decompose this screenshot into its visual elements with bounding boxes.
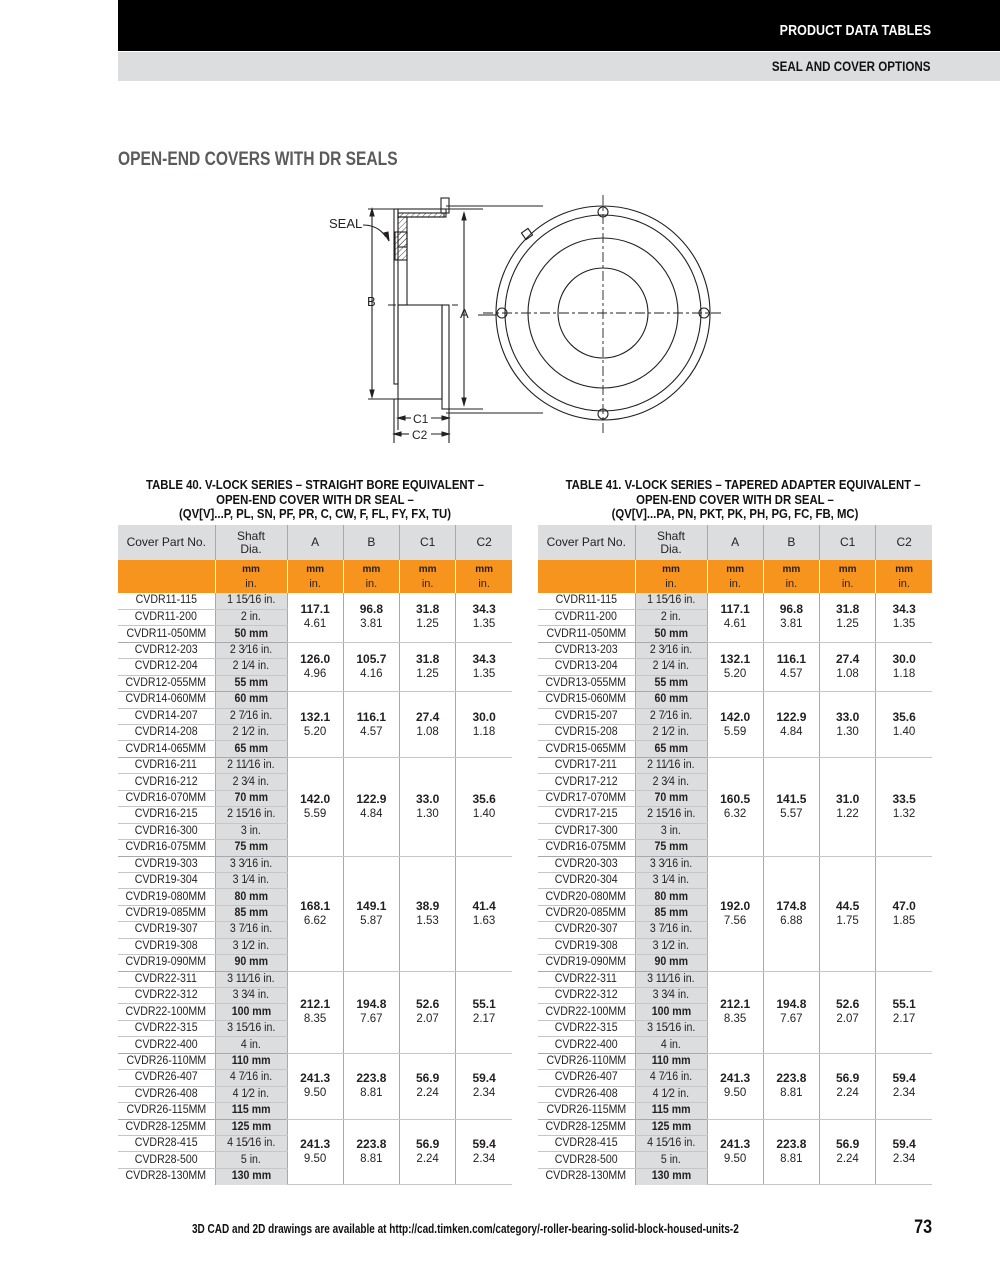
col-cover-part-no: Cover Part No. — [118, 525, 215, 560]
dim-c2: 35.6 1.40 — [456, 757, 512, 856]
shaft-dia: 65 mm — [635, 741, 707, 757]
dim-a: 241.3 9.50 — [287, 1119, 343, 1185]
cover-part-no: CVDR20-080MM — [538, 889, 635, 905]
dim-b: 96.8 3.81 — [763, 593, 819, 642]
shaft-dia: 4 in. — [635, 1037, 707, 1053]
shaft-dia: 3 7⁄16 in. — [215, 922, 287, 938]
cover-part-no: CVDR19-090MM — [118, 955, 215, 971]
label-c1: C1 — [413, 412, 429, 426]
shaft-dia: 125 mm — [635, 1119, 707, 1135]
shaft-dia: 3 15⁄16 in. — [635, 1020, 707, 1036]
cover-part-no: CVDR11-200 — [538, 609, 635, 625]
dim-c2: 59.4 2.34 — [876, 1119, 932, 1185]
table-40 — [118, 478, 512, 1185]
units-cell: mm in. — [400, 560, 456, 593]
shaft-dia: 2 3⁄16 in. — [215, 642, 287, 658]
dim-c1: 56.9 2.24 — [820, 1119, 876, 1185]
col-c2: C2 — [876, 525, 932, 560]
shaft-dia: 55 mm — [215, 675, 287, 691]
cover-part-no: CVDR14-060MM — [118, 692, 215, 708]
dim-c1: 56.9 2.24 — [400, 1119, 456, 1185]
shaft-dia: 70 mm — [635, 790, 707, 806]
dim-b: 141.5 5.57 — [763, 757, 819, 856]
dim-c1: 56.9 2.24 — [400, 1053, 456, 1119]
shaft-dia: 2 1⁄2 in. — [215, 725, 287, 741]
dim-c2: 59.4 2.34 — [456, 1119, 512, 1185]
table-row — [118, 692, 512, 708]
dim-b: 194.8 7.67 — [343, 971, 399, 1053]
shaft-dia: 2 in. — [215, 609, 287, 625]
shaft-dia: 60 mm — [215, 692, 287, 708]
dim-c1: 31.8 1.25 — [400, 593, 456, 642]
cover-part-no: CVDR26-408 — [538, 1086, 635, 1102]
cover-part-no: CVDR17-300 — [538, 823, 635, 839]
cover-diagram — [318, 185, 738, 445]
shaft-dia: 50 mm — [215, 626, 287, 642]
table-41-grid — [538, 525, 932, 1185]
shaft-dia: 4 7⁄16 in. — [635, 1070, 707, 1086]
shaft-dia: 4 15⁄16 in. — [215, 1135, 287, 1151]
cover-part-no: CVDR19-304 — [118, 872, 215, 888]
shaft-dia: 2 7⁄16 in. — [215, 708, 287, 724]
cover-part-no: CVDR26-407 — [118, 1070, 215, 1086]
label-seal: SEAL — [329, 216, 363, 231]
cover-part-no: CVDR28-500 — [538, 1152, 635, 1168]
shaft-dia: 2 1⁄4 in. — [215, 659, 287, 675]
shaft-dia: 50 mm — [635, 626, 707, 642]
table-row — [118, 971, 512, 987]
table-row — [538, 1053, 932, 1069]
cover-part-no: CVDR20-085MM — [538, 905, 635, 921]
shaft-dia: 5 in. — [635, 1152, 707, 1168]
cover-part-no: CVDR13-055MM — [538, 675, 635, 691]
table-row — [538, 1119, 932, 1135]
units-cell: mm in. — [820, 560, 876, 593]
shaft-dia: 85 mm — [215, 905, 287, 921]
dim-c1: 31.0 1.22 — [820, 757, 876, 856]
cover-part-no: CVDR13-203 — [538, 642, 635, 658]
table-row — [538, 692, 932, 708]
table-row — [118, 1053, 512, 1069]
units-cell: mm in. — [456, 560, 512, 593]
cover-part-no: CVDR16-070MM — [118, 790, 215, 806]
shaft-dia: 4 1⁄2 in. — [215, 1086, 287, 1102]
dim-b: 223.8 8.81 — [763, 1119, 819, 1185]
dim-b: 96.8 3.81 — [343, 593, 399, 642]
dim-c2: 30.0 1.18 — [456, 692, 512, 758]
units-cell: mm in. — [763, 560, 819, 593]
dim-a: 117.1 4.61 — [287, 593, 343, 642]
cover-part-no: CVDR17-211 — [538, 757, 635, 773]
table-41 — [538, 478, 932, 1185]
table-row — [118, 593, 512, 609]
cover-part-no: CVDR11-115 — [118, 593, 215, 609]
shaft-dia: 3 1⁄4 in. — [635, 872, 707, 888]
table-row — [538, 593, 932, 609]
cover-part-no: CVDR11-200 — [118, 609, 215, 625]
shaft-dia: 80 mm — [215, 889, 287, 905]
shaft-dia: 3 11⁄16 in. — [215, 971, 287, 987]
label-b: B — [367, 294, 376, 309]
shaft-dia: 115 mm — [215, 1103, 287, 1119]
shaft-dia: 3 15⁄16 in. — [215, 1020, 287, 1036]
dim-b: 174.8 6.88 — [763, 856, 819, 971]
cover-part-no: CVDR28-125MM — [118, 1119, 215, 1135]
table-row — [118, 757, 512, 773]
header-subtitle: SEAL AND COVER OPTIONS — [772, 59, 931, 74]
cover-part-no: CVDR20-303 — [538, 856, 635, 872]
cover-part-no: CVDR26-115MM — [538, 1103, 635, 1119]
cover-part-no: CVDR22-315 — [538, 1020, 635, 1036]
section-title: OPEN-END COVERS WITH DR SEALS — [118, 149, 398, 170]
col-c2: C2 — [456, 525, 512, 560]
cover-part-no: CVDR19-307 — [118, 922, 215, 938]
col-c1: C1 — [400, 525, 456, 560]
shaft-dia: 110 mm — [215, 1053, 287, 1069]
header-title: PRODUCT DATA TABLES — [779, 23, 931, 39]
cover-part-no: CVDR17-070MM — [538, 790, 635, 806]
dim-c2: 34.3 1.35 — [876, 593, 932, 642]
table-row — [538, 757, 932, 773]
shaft-dia: 2 7⁄16 in. — [635, 708, 707, 724]
col-b: B — [763, 525, 819, 560]
shaft-dia: 2 15⁄16 in. — [635, 807, 707, 823]
shaft-dia: 80 mm — [635, 889, 707, 905]
col-b: B — [343, 525, 399, 560]
dim-a: 142.0 5.59 — [287, 757, 343, 856]
shaft-dia: 130 mm — [215, 1168, 287, 1184]
dim-c1: 33.0 1.30 — [820, 692, 876, 758]
cover-part-no: CVDR12-204 — [118, 659, 215, 675]
dim-a: 241.3 9.50 — [287, 1053, 343, 1119]
column-headers — [118, 525, 512, 560]
dim-a: 212.1 8.35 — [287, 971, 343, 1053]
cover-part-no: CVDR20-307 — [538, 922, 635, 938]
dim-c1: 31.8 1.25 — [820, 593, 876, 642]
dim-c2: 55.1 2.17 — [876, 971, 932, 1053]
shaft-dia: 2 3⁄16 in. — [635, 642, 707, 658]
dim-b: 223.8 8.81 — [343, 1053, 399, 1119]
dim-c2: 34.3 1.35 — [456, 593, 512, 642]
units-cell: mm in. — [635, 560, 707, 593]
col-shaft-dia: Shaft Dia. — [635, 525, 707, 560]
column-headers — [538, 525, 932, 560]
table-row — [538, 856, 932, 872]
header-bar — [118, 0, 1000, 51]
cover-part-no: CVDR17-212 — [538, 774, 635, 790]
dim-a: 212.1 8.35 — [707, 971, 763, 1053]
dim-c2: 59.4 2.34 — [456, 1053, 512, 1119]
shaft-dia: 90 mm — [635, 955, 707, 971]
cover-part-no: CVDR16-075MM — [118, 840, 215, 856]
col-c1: C1 — [820, 525, 876, 560]
cover-part-no: CVDR19-080MM — [118, 889, 215, 905]
shaft-dia: 1 15⁄16 in. — [215, 593, 287, 609]
shaft-dia: 2 11⁄16 in. — [215, 757, 287, 773]
cover-part-no: CVDR19-085MM — [118, 905, 215, 921]
cover-part-no: CVDR22-312 — [538, 988, 635, 1004]
col-shaft-dia: Shaft Dia. — [215, 525, 287, 560]
cover-part-no: CVDR15-208 — [538, 725, 635, 741]
dim-a: 241.3 9.50 — [707, 1119, 763, 1185]
table-row — [118, 1119, 512, 1135]
cover-part-no: CVDR14-065MM — [118, 741, 215, 757]
cover-part-no: CVDR22-312 — [118, 988, 215, 1004]
cover-part-no: CVDR11-115 — [538, 593, 635, 609]
cover-part-no: CVDR15-060MM — [538, 692, 635, 708]
dim-c1: 27.4 1.08 — [400, 692, 456, 758]
cover-part-no: CVDR22-315 — [118, 1020, 215, 1036]
shaft-dia: 2 1⁄4 in. — [635, 659, 707, 675]
dim-c1: 38.9 1.53 — [400, 856, 456, 971]
cover-part-no: CVDR28-130MM — [125, 1170, 207, 1183]
dim-b: 116.1 4.57 — [343, 692, 399, 758]
cover-part-no: CVDR15-065MM — [538, 741, 635, 757]
shaft-dia: 55 mm — [635, 675, 707, 691]
dim-c2: 33.5 1.32 — [876, 757, 932, 856]
col-cover-part-no: Cover Part No. — [538, 525, 635, 560]
shaft-dia: 85 mm — [635, 905, 707, 921]
dim-a: 132.1 5.20 — [287, 692, 343, 758]
cover-part-no: CVDR16-075MM — [538, 840, 635, 856]
shaft-dia: 100 mm — [215, 1004, 287, 1020]
cover-part-no: CVDR22-311 — [538, 971, 635, 987]
page-number: 73 — [914, 1217, 932, 1238]
shaft-dia: 3 3⁄16 in. — [635, 856, 707, 872]
shaft-dia: 4 1⁄2 in. — [635, 1086, 707, 1102]
dim-a: 126.0 4.96 — [287, 642, 343, 691]
dim-a: 192.0 7.56 — [707, 856, 763, 971]
shaft-dia: 3 11⁄16 in. — [635, 971, 707, 987]
cover-part-no: CVDR26-407 — [538, 1070, 635, 1086]
shaft-dia: 115 mm — [635, 1103, 707, 1119]
shaft-dia: 90 mm — [215, 955, 287, 971]
shaft-dia: 3 in. — [635, 823, 707, 839]
dim-c2: 35.6 1.40 — [876, 692, 932, 758]
cover-part-no: CVDR22-100MM — [538, 1004, 635, 1020]
shaft-dia: 5 in. — [215, 1152, 287, 1168]
shaft-dia: 75 mm — [635, 840, 707, 856]
shaft-dia: 4 7⁄16 in. — [215, 1070, 287, 1086]
dim-c1: 44.5 1.75 — [820, 856, 876, 971]
cover-part-no: CVDR15-207 — [538, 708, 635, 724]
cover-part-no: CVDR12-203 — [118, 642, 215, 658]
dim-b: 149.1 5.87 — [343, 856, 399, 971]
cover-part-no: CVDR28-130MM — [545, 1170, 627, 1183]
label-a: A — [460, 306, 469, 321]
col-a: A — [707, 525, 763, 560]
units-row — [118, 560, 512, 593]
cover-part-no: CVDR16-300 — [118, 823, 215, 839]
shaft-dia: 100 mm — [635, 1004, 707, 1020]
dim-c2: 59.4 2.34 — [876, 1053, 932, 1119]
units-cell: mm in. — [876, 560, 932, 593]
dim-a: 160.5 6.32 — [707, 757, 763, 856]
dim-c2: 47.0 1.85 — [876, 856, 932, 971]
dim-b: 223.8 8.81 — [763, 1053, 819, 1119]
dim-a: 132.1 5.20 — [707, 642, 763, 691]
dim-a: 142.0 5.59 — [707, 692, 763, 758]
dim-c1: 56.9 2.24 — [820, 1053, 876, 1119]
shaft-dia: 2 in. — [635, 609, 707, 625]
cover-part-no: CVDR19-308 — [118, 938, 215, 954]
cover-part-no: CVDR26-408 — [118, 1086, 215, 1102]
shaft-dia: 4 in. — [215, 1037, 287, 1053]
cover-part-no: CVDR19-303 — [118, 856, 215, 872]
shaft-dia: 3 1⁄2 in. — [635, 938, 707, 954]
shaft-dia: 70 mm — [215, 790, 287, 806]
shaft-dia: 60 mm — [635, 692, 707, 708]
cover-part-no: CVDR19-090MM — [538, 955, 635, 971]
shaft-dia: 2 11⁄16 in. — [635, 757, 707, 773]
table-row — [118, 856, 512, 872]
dim-c1: 52.6 2.07 — [400, 971, 456, 1053]
shaft-dia: 130 mm — [635, 1168, 707, 1184]
dim-c2: 55.1 2.17 — [456, 971, 512, 1053]
cover-part-no: CVDR13-204 — [538, 659, 635, 675]
units-cell: mm in. — [287, 560, 343, 593]
cover-part-no: CVDR16-212 — [118, 774, 215, 790]
units-cell: mm in. — [343, 560, 399, 593]
cover-part-no: CVDR22-311 — [118, 971, 215, 987]
cover-part-no: CVDR17-215 — [538, 807, 635, 823]
shaft-dia: 3 7⁄16 in. — [635, 922, 707, 938]
cover-part-no: CVDR22-400 — [538, 1037, 635, 1053]
cover-part-no: CVDR12-055MM — [118, 675, 215, 691]
shaft-dia: 3 1⁄4 in. — [215, 872, 287, 888]
cover-part-no: CVDR19-308 — [538, 938, 635, 954]
dim-c2: 30.0 1.18 — [876, 642, 932, 691]
cad-drawings-note: 3D CAD and 2D drawings are available at http://cad.timken.com/category/-roller-bearing-solid-block-housed-units-2 — [192, 1222, 739, 1236]
cover-part-no: CVDR28-125MM — [538, 1119, 635, 1135]
cover-part-no: CVDR16-215 — [118, 807, 215, 823]
cover-part-no: CVDR14-208 — [118, 725, 215, 741]
shaft-dia: 2 3⁄4 in. — [635, 774, 707, 790]
shaft-dia: 3 in. — [215, 823, 287, 839]
shaft-dia: 75 mm — [215, 840, 287, 856]
dim-c2: 41.4 1.63 — [456, 856, 512, 971]
dim-a: 168.1 6.62 — [287, 856, 343, 971]
label-c2: C2 — [412, 428, 428, 442]
dim-b: 105.7 4.16 — [343, 642, 399, 691]
cover-part-no: CVDR28-415 — [538, 1135, 635, 1151]
shaft-dia: 2 3⁄4 in. — [215, 774, 287, 790]
cover-part-no: CVDR26-115MM — [118, 1103, 215, 1119]
dim-b: 122.9 4.84 — [763, 692, 819, 758]
subheader-bar — [118, 52, 1000, 81]
units-row — [538, 560, 932, 593]
shaft-dia: 1 15⁄16 in. — [635, 593, 707, 609]
cover-part-no: CVDR11-050MM — [538, 626, 635, 642]
cover-part-no: CVDR11-050MM — [118, 626, 215, 642]
dim-b: 122.9 4.84 — [343, 757, 399, 856]
shaft-dia: 3 3⁄16 in. — [215, 856, 287, 872]
shaft-dia: 110 mm — [635, 1053, 707, 1069]
table-row — [118, 642, 512, 658]
cover-part-no: CVDR28-415 — [118, 1135, 215, 1151]
dim-c1: 27.4 1.08 — [820, 642, 876, 691]
units-cell: mm in. — [707, 560, 763, 593]
cover-part-no: CVDR14-207 — [118, 708, 215, 724]
dim-c1: 31.8 1.25 — [400, 642, 456, 691]
dim-a: 241.3 9.50 — [707, 1053, 763, 1119]
shaft-dia: 2 1⁄2 in. — [635, 725, 707, 741]
cover-part-no: CVDR28-500 — [118, 1152, 215, 1168]
cover-part-no: CVDR26-110MM — [118, 1053, 215, 1069]
shaft-dia: 65 mm — [215, 741, 287, 757]
dim-c1: 52.6 2.07 — [820, 971, 876, 1053]
cover-part-no: CVDR20-304 — [538, 872, 635, 888]
units-cell: mm in. — [215, 560, 287, 593]
cover-part-no: CVDR22-100MM — [118, 1004, 215, 1020]
table-40-caption: TABLE 40. V-LOCK SERIES – STRAIGHT BORE EQUIVALENT – OPEN-END COVER WITH DR SEAL – (QV[V]...P, PL, SN, PF, PR, C, CW, F, FL, FY, FX, TU) — [146, 477, 484, 521]
col-a: A — [287, 525, 343, 560]
shaft-dia: 3 3⁄4 in. — [635, 988, 707, 1004]
dim-c1: 33.0 1.30 — [400, 757, 456, 856]
shaft-dia: 2 15⁄16 in. — [215, 807, 287, 823]
dim-b: 194.8 7.67 — [763, 971, 819, 1053]
shaft-dia: 4 15⁄16 in. — [635, 1135, 707, 1151]
dim-a: 117.1 4.61 — [707, 593, 763, 642]
dim-c2: 34.3 1.35 — [456, 642, 512, 691]
shaft-dia: 3 1⁄2 in. — [215, 938, 287, 954]
dim-b: 116.1 4.57 — [763, 642, 819, 691]
table-row — [538, 971, 932, 987]
shaft-dia: 3 3⁄4 in. — [215, 988, 287, 1004]
cover-part-no: CVDR16-211 — [118, 757, 215, 773]
table-row — [538, 642, 932, 658]
table-40-grid — [118, 525, 512, 1185]
cover-part-no: CVDR26-110MM — [538, 1053, 635, 1069]
dim-b: 223.8 8.81 — [343, 1119, 399, 1185]
shaft-dia: 125 mm — [215, 1119, 287, 1135]
table-41-caption: TABLE 41. V-LOCK SERIES – TAPERED ADAPTER EQUIVALENT – OPEN-END COVER WITH DR SEAL – (QV[V]...PA, PN, PKT, PK, PH, PG, FC, FB, MC) — [565, 477, 921, 521]
cover-part-no: CVDR22-400 — [118, 1037, 215, 1053]
